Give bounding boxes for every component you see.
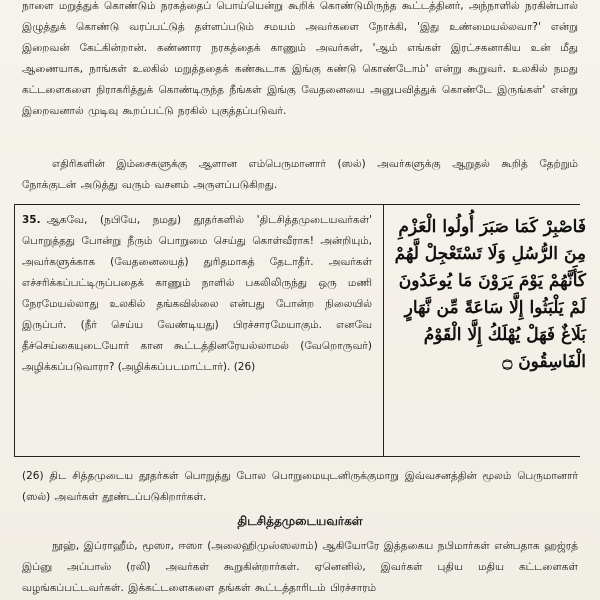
top-paragraph: நாளை மறுத்துக் கொண்டும் நரகத்தைப் பொய்யென்று கூறிக் கொண்டுமிருந்த கூட்டத்தினர், அந்நாளில் நரகின்பால் இழுத்துக் கொண்டு வரப்பட்டுத் தள்ளப்படும் சமயம் அவர்களை நோக்கி, 'இது உண்மையல்லவா?' என்று இறைவன் கேட்கின்றான். கண்ணார நரகத்தைக் காணும் அவர்கள், 'ஆம் எங்கள் இரட்சகனாகிய உன் மீது ஆணையாக, நாங்கள் உலகில் மறுத்ததைக் கண்கூடாக இங்கு கண்டு கொண்டோம்' என்று கூறுவர். உலகில் நமது கட்டளைகளை நிராகரித்துக் கொண்டிருந்த நீங்கள் இங்கு வேதனையை அனுபவித்துக் கொண்டே இருங்கள்' என்று இறைவனால் முடிவு கூறப்பட்டு நரகில் புகுத்தப்படுவர். [22, 0, 578, 117]
arabic-line: مِنَ الرُّسُلِ وَلَا تَسْتَعْجِلْ لَّهُمْ [394, 244, 586, 264]
verse-box-divider [383, 204, 384, 456]
arabic-verse [396, 214, 586, 376]
footnote: (26) திட சித்தமுடைய தூதர்கள் பொறுத்து போல பொறுமையுடனிருக்குமாறு இவ்வசனத்தின் மூலம் பெருமானார் (ஸல்) அவர்கள் தூண்டப்படுகிறார்கள். [22, 470, 578, 503]
arabic-line: الْفَاسِقُونَ ۝ [502, 352, 586, 372]
verse-box-left-rule [14, 204, 15, 456]
bottom-paragraph: நூஹ், இப்ராஹீம், மூஸா, ஈஸா (அலைஹிமுஸ்ஸலாம்) ஆகியோரே இத்தகைய நபிமார்கள் என்பதாக ஹஜ்ரத் இப்னு அப்பாஸ் (ரலி) அவர்கள் கூறுகின்றார்கள். ஏனெனில், இவர்கள் புதிய மதிய கட்டளைகள் வழங்கப்பட்டவர்கள். இக்கட்டளைகளை தங்கள் கூட்டத்தாரிடம் பிரச்சாரம் [22, 540, 578, 594]
verse-translation [22, 210, 372, 378]
arabic-line: لَمْ يَلْبَثُوا إِلَّا سَاعَةً مِّن نَّهَارٍ [404, 298, 586, 318]
arabic-line: فَاصْبِرْ كَمَا صَبَرَ أُولُوا الْعَزْمِ [398, 217, 586, 237]
arabic-line: كَأَنَّهُمْ يَوْمَ يَرَوْنَ مَا يُوعَدُونَ [398, 271, 586, 291]
arabic-line: بَلَاغٌ فَهَلْ يُهْلَكُ إِلَّا الْقَوْمُ [423, 325, 586, 345]
intro-paragraph: எதிரிகளின் இம்சைகளுக்கு ஆளான எம்பெருமானார் (ஸல்) அவர்களுக்கு ஆறுதல் கூறித் தேற்றும் நோக்குடன் அடுத்து வரும் வசனம் அருளப்படுகிறது. [22, 158, 578, 191]
verse-text: ஆகவே, (நபியே, நமது) தூதர்களில் 'திடசித்தமுடையவர்கள்' பொறுத்தது போன்று நீரும் பொறுமை செய்து கொள்வீராக! அன்றியும், அவர்களுக்காக (வேதனையைத்) துரிதமாகத் தேடாதீர். அவர்கள் எச்சரிக்கப்பட்டிருப்பதைக் காணும் நாளில் பகலிலிருந்து ஒரு மணி நேரமேயல்லாது உலகில் தங்கவில்லை என்பது போன்ற நிலையில் இருப்பர். (நீர் செய்ய வேண்டியது) பிரச்சாரமேயாகும். எனவே தீச்செய்கையுடையோர் கான கூட்டத்தினரேயல்லாமல் (வேறொருவர்) அழிக்கப்படுவாரா? (அழிக்கப்படமாட்டார்). (26) [22, 214, 372, 373]
verse-number: 35. [22, 214, 41, 226]
section-heading: திடசித்தமுடையவர்கள் [237, 514, 363, 528]
verse-box-top-rule [14, 204, 580, 205]
verse-box-bottom-rule [14, 456, 580, 457]
